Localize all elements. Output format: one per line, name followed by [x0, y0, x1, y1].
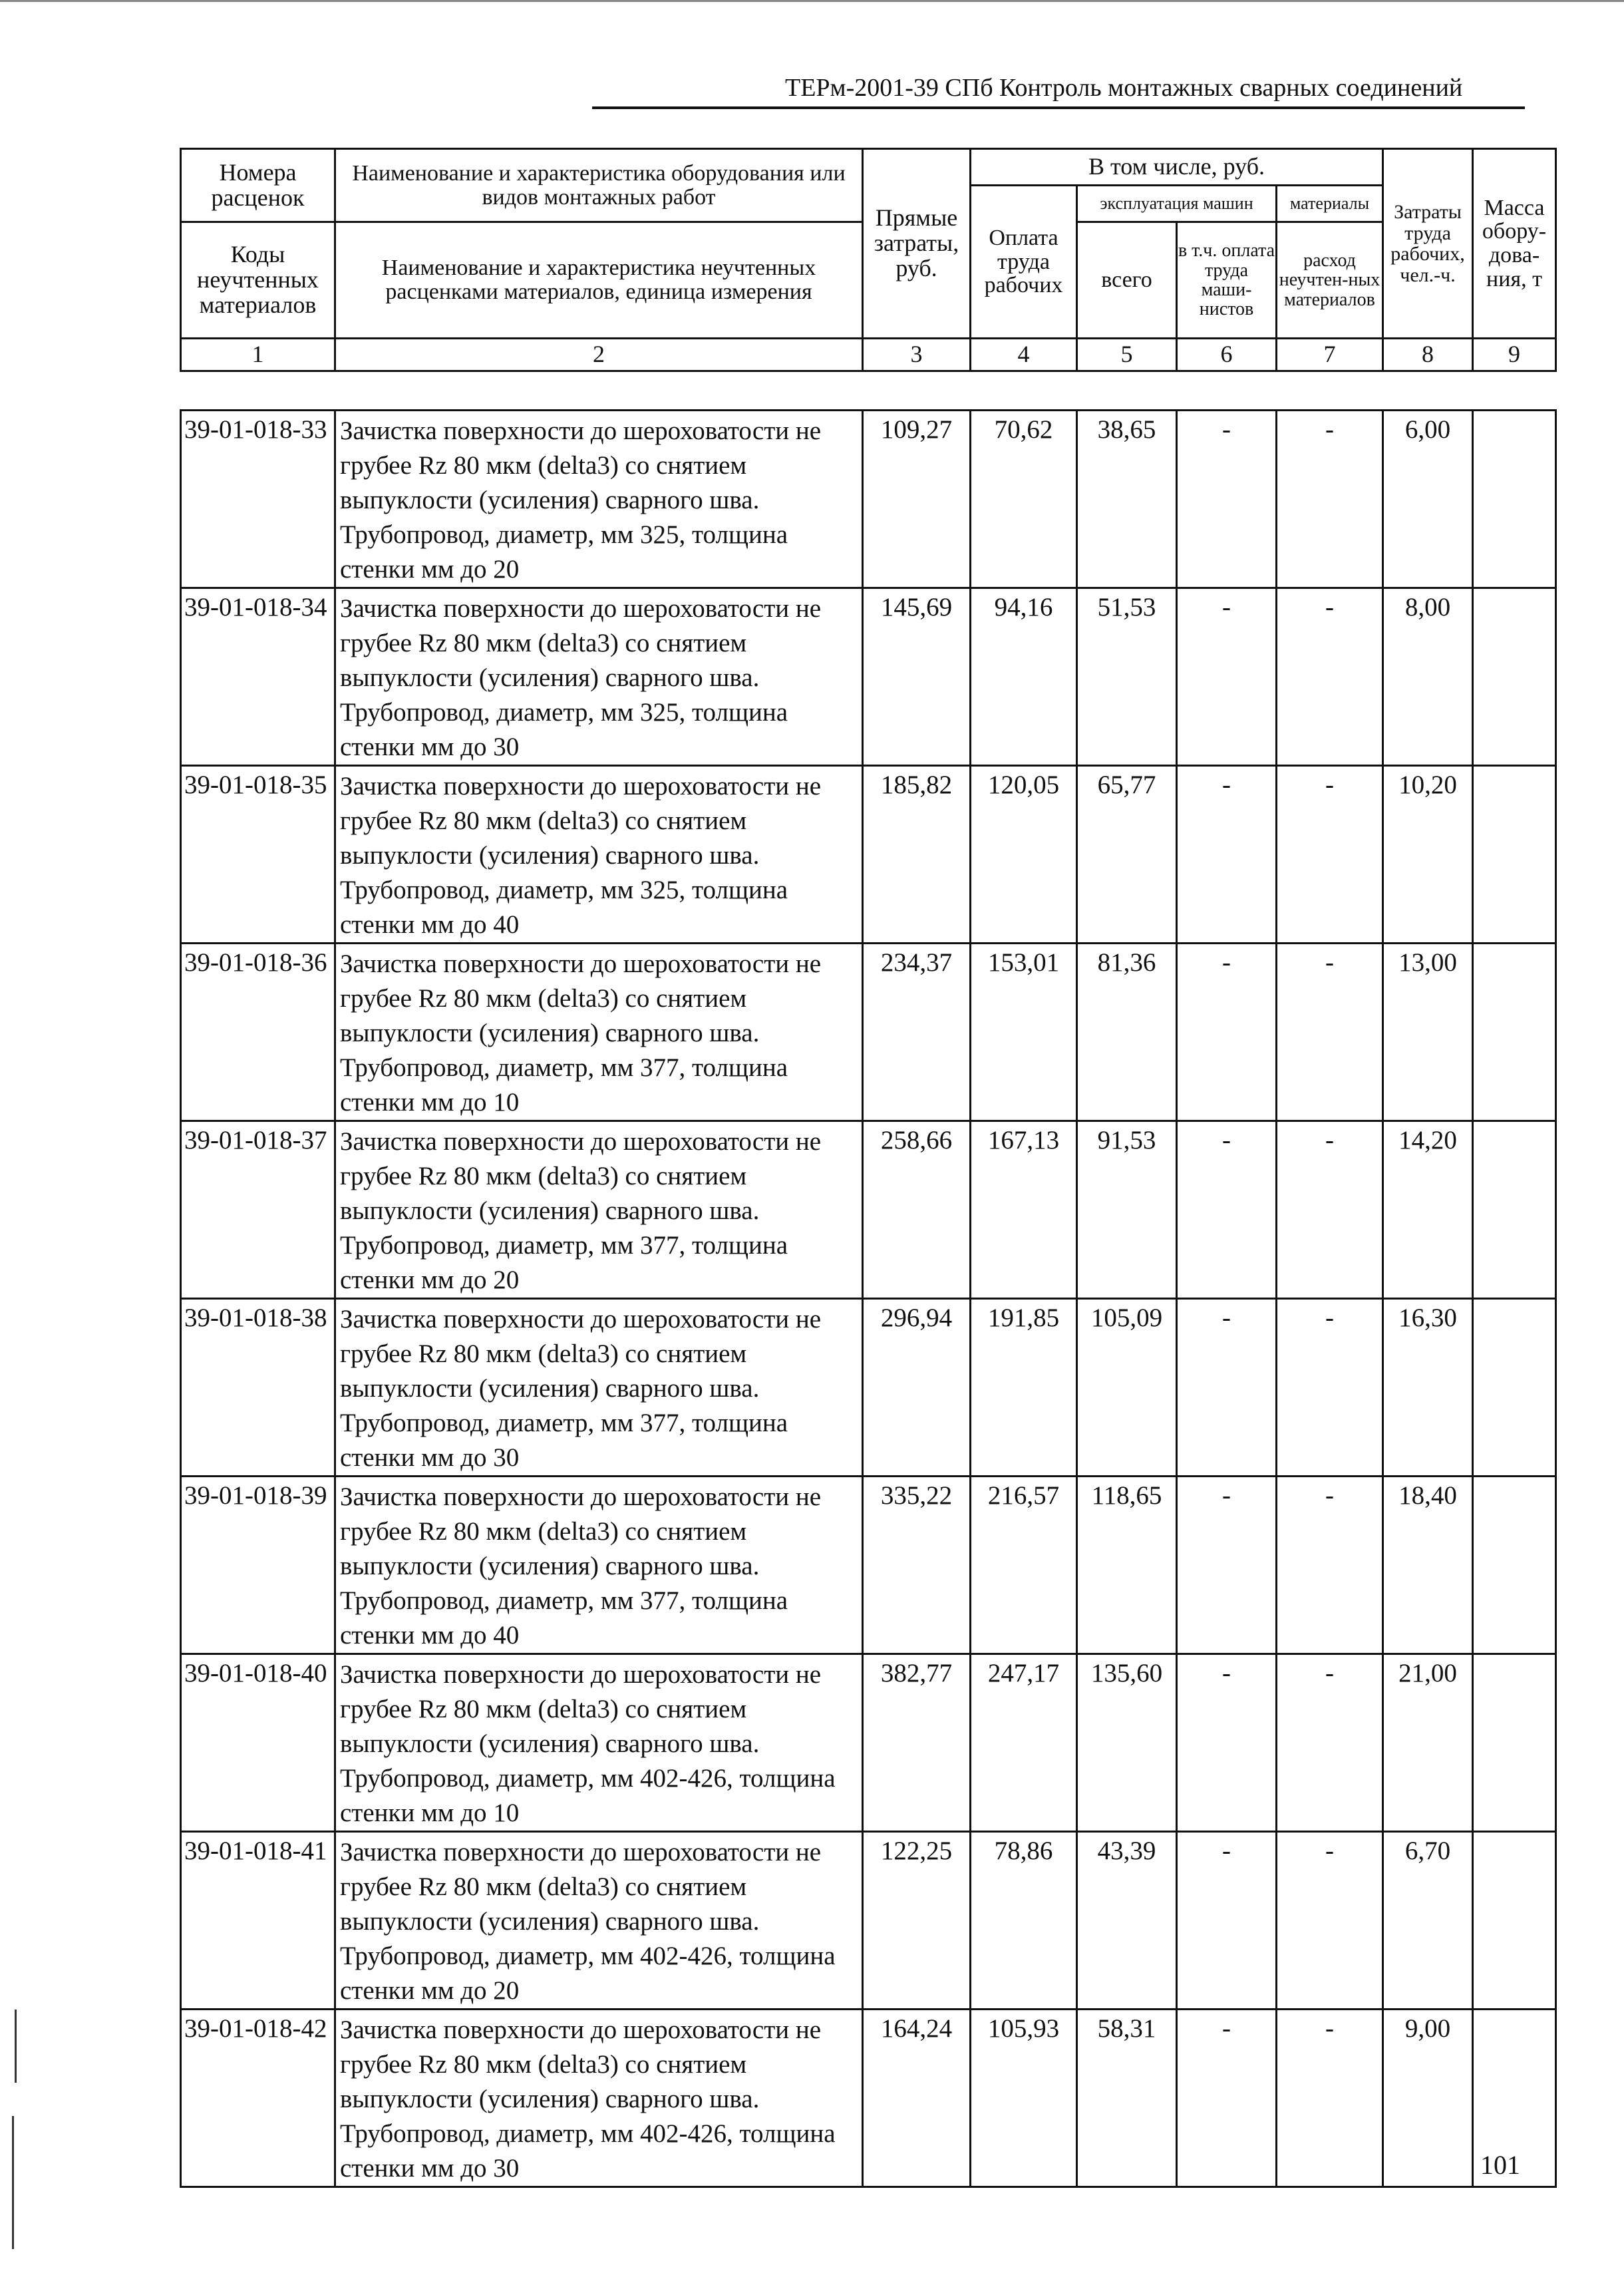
table-header [180, 148, 1557, 372]
table-row [181, 1477, 1556, 1654]
column-number-7: 7 [1277, 339, 1383, 371]
header-labor-hours: Затраты труда рабочих, чел.-ч. [1383, 149, 1473, 339]
direct-costs-cell: 185,82 [863, 766, 971, 944]
column-number-3: 3 [863, 339, 971, 371]
equipment-mass-cell [1473, 588, 1556, 766]
title-divider [592, 106, 1525, 109]
rate-code: 39-01-018-35 [181, 766, 335, 944]
table-row [181, 1832, 1556, 2010]
direct-costs-cell: 296,94 [863, 1299, 971, 1477]
rate-code: 39-01-018-37 [181, 1121, 335, 1299]
materials-cell: - [1277, 1121, 1383, 1299]
labor-pay-cell: 78,86 [971, 1832, 1077, 2010]
machinist-pay-cell: - [1177, 944, 1277, 1121]
rate-code: 39-01-018-39 [181, 1477, 335, 1654]
column-number-4: 4 [971, 339, 1077, 371]
header-direct-costs: Прямые затраты, руб. [863, 149, 971, 339]
equipment-mass-cell [1473, 944, 1556, 1121]
direct-costs-cell: 164,24 [863, 2010, 971, 2187]
labor-hours-cell: 9,00 [1383, 2010, 1473, 2187]
labor-pay-cell: 167,13 [971, 1121, 1077, 1299]
scan-artifact [0, 0, 1624, 2]
machinist-pay-cell: - [1177, 1121, 1277, 1299]
table-row [181, 944, 1556, 1121]
column-number-5: 5 [1077, 339, 1177, 371]
labor-hours-cell: 21,00 [1383, 1654, 1473, 1832]
rate-code: 39-01-018-42 [181, 2010, 335, 2187]
direct-costs-cell: 335,22 [863, 1477, 971, 1654]
direct-costs-cell: 109,27 [863, 411, 971, 588]
table-row [181, 1299, 1556, 1477]
table-row [181, 588, 1556, 766]
rate-description: Зачистка поверхности до шероховатости не грубее Rz 80 мкм (delta3) со снятием выпуклости (усиления) сварного шва. Трубопровод, диаметр, мм 402-426, толщина стенки мм до 30 [335, 2010, 863, 2187]
machines-total-cell: 58,31 [1077, 2010, 1177, 2187]
rate-description: Зачистка поверхности до шероховатости не грубее Rz 80 мкм (delta3) со снятием выпуклости (усиления) сварного шва. Трубопровод, диаметр, мм 325, толщина стенки мм до 30 [335, 588, 863, 766]
page-number: 101 [1480, 2150, 1520, 2180]
direct-costs-cell: 258,66 [863, 1121, 971, 1299]
rate-description: Зачистка поверхности до шероховатости не грубее Rz 80 мкм (delta3) со снятием выпуклости (усиления) сварного шва. Трубопровод, диаметр, мм 325, толщина стенки мм до 20 [335, 411, 863, 588]
labor-pay-cell: 247,17 [971, 1654, 1077, 1832]
materials-cell: - [1277, 588, 1383, 766]
machines-total-cell: 43,39 [1077, 1832, 1177, 2010]
labor-hours-cell: 18,40 [1383, 1477, 1473, 1654]
rate-code: 39-01-018-38 [181, 1299, 335, 1477]
materials-cell: - [1277, 1654, 1383, 1832]
scan-artifact [15, 2010, 17, 2083]
rate-code: 39-01-018-40 [181, 1654, 335, 1832]
equipment-mass-cell [1473, 766, 1556, 944]
rate-description: Зачистка поверхности до шероховатости не грубее Rz 80 мкм (delta3) со снятием выпуклости (усиления) сварного шва. Трубопровод, диаметр, мм 402-426, толщина стенки мм до 10 [335, 1654, 863, 1832]
machines-total-cell: 105,09 [1077, 1299, 1177, 1477]
direct-costs-cell: 234,37 [863, 944, 971, 1121]
rate-code: 39-01-018-41 [181, 1832, 335, 2010]
machinist-pay-cell: - [1177, 1654, 1277, 1832]
labor-hours-cell: 16,30 [1383, 1299, 1473, 1477]
machines-total-cell: 91,53 [1077, 1121, 1177, 1299]
header-including: В том числе, руб. [971, 149, 1383, 186]
header-machines-total: всего [1077, 222, 1177, 339]
table-row [181, 411, 1556, 588]
machines-total-cell: 81,36 [1077, 944, 1177, 1121]
machines-total-cell: 65,77 [1077, 766, 1177, 944]
direct-costs-cell: 382,77 [863, 1654, 971, 1832]
equipment-mass-cell [1473, 1477, 1556, 1654]
machines-total-cell: 118,65 [1077, 1477, 1177, 1654]
header-machine-operation: эксплуатация машин [1077, 186, 1277, 222]
machinist-pay-cell: - [1177, 2010, 1277, 2187]
machinist-pay-cell: - [1177, 1299, 1277, 1477]
machines-total-cell: 38,65 [1077, 411, 1177, 588]
table-row [181, 1121, 1556, 1299]
header-materials-consumption: расход неучтен-ных материалов [1277, 222, 1383, 339]
equipment-mass-cell [1473, 411, 1556, 588]
labor-pay-cell: 191,85 [971, 1299, 1077, 1477]
column-number-8: 8 [1383, 339, 1473, 371]
materials-cell: - [1277, 1832, 1383, 2010]
labor-pay-cell: 120,05 [971, 766, 1077, 944]
table-row [181, 2010, 1556, 2187]
labor-pay-cell: 216,57 [971, 1477, 1077, 1654]
header-rate-numbers: Номера расценок [181, 149, 335, 222]
direct-costs-cell: 122,25 [863, 1832, 971, 2010]
materials-cell: - [1277, 2010, 1383, 2187]
header-materials: материалы [1277, 186, 1383, 222]
machinist-pay-cell: - [1177, 1832, 1277, 2010]
equipment-mass-cell [1473, 1121, 1556, 1299]
table-row [181, 766, 1556, 944]
column-number-2: 2 [335, 339, 863, 371]
table-row [181, 1654, 1556, 1832]
header-work-name: Наименование и характеристика оборудования или видов монтажных работ [335, 149, 863, 222]
rate-description: Зачистка поверхности до шероховатости не грубее Rz 80 мкм (delta3) со снятием выпуклости (усиления) сварного шва. Трубопровод, диаметр, мм 325, толщина стенки мм до 40 [335, 766, 863, 944]
labor-hours-cell: 13,00 [1383, 944, 1473, 1121]
equipment-mass-cell [1473, 1299, 1556, 1477]
header-machinist-pay: в т.ч. оплата труда маши-нистов [1177, 222, 1277, 339]
header-labor-pay: Оплата труда рабочих [971, 186, 1077, 339]
machines-total-cell: 135,60 [1077, 1654, 1177, 1832]
rate-description: Зачистка поверхности до шероховатости не грубее Rz 80 мкм (delta3) со снятием выпуклости (усиления) сварного шва. Трубопровод, диаметр, мм 377, толщина стенки мм до 30 [335, 1299, 863, 1477]
materials-cell: - [1277, 411, 1383, 588]
machines-total-cell: 51,53 [1077, 588, 1177, 766]
column-number-1: 1 [181, 339, 335, 371]
machinist-pay-cell: - [1177, 588, 1277, 766]
materials-cell: - [1277, 766, 1383, 944]
machinist-pay-cell: - [1177, 1477, 1277, 1654]
machinist-pay-cell: - [1177, 766, 1277, 944]
rate-code: 39-01-018-36 [181, 944, 335, 1121]
labor-pay-cell: 153,01 [971, 944, 1077, 1121]
labor-hours-cell: 8,00 [1383, 588, 1473, 766]
column-number-9: 9 [1473, 339, 1556, 371]
labor-hours-cell: 6,00 [1383, 411, 1473, 588]
rate-description: Зачистка поверхности до шероховатости не грубее Rz 80 мкм (delta3) со снятием выпуклости (усиления) сварного шва. Трубопровод, диаметр, мм 377, толщина стенки мм до 20 [335, 1121, 863, 1299]
materials-cell: - [1277, 1299, 1383, 1477]
scan-artifact [12, 2116, 14, 2249]
header-equipment-mass: Масса обору-дова-ния, т [1473, 149, 1556, 339]
machinist-pay-cell: - [1177, 411, 1277, 588]
rate-code: 39-01-018-33 [181, 411, 335, 588]
labor-pay-cell: 70,62 [971, 411, 1077, 588]
rate-description: Зачистка поверхности до шероховатости не грубее Rz 80 мкм (delta3) со снятием выпуклости (усиления) сварного шва. Трубопровод, диаметр, мм 377, толщина стенки мм до 40 [335, 1477, 863, 1654]
page-title: ТЕРм-2001-39 СПб Контроль монтажных сварных соединений [785, 74, 1463, 102]
materials-cell: - [1277, 944, 1383, 1121]
header-unaccounted-codes: Коды неучтенных материалов [181, 222, 335, 339]
rate-description: Зачистка поверхности до шероховатости не грубее Rz 80 мкм (delta3) со снятием выпуклости (усиления) сварного шва. Трубопровод, диаметр, мм 402-426, толщина стенки мм до 20 [335, 1832, 863, 2010]
equipment-mass-cell [1473, 1832, 1556, 2010]
direct-costs-cell: 145,69 [863, 588, 971, 766]
labor-hours-cell: 14,20 [1383, 1121, 1473, 1299]
labor-hours-cell: 6,70 [1383, 1832, 1473, 2010]
rates-table [180, 409, 1557, 2188]
rate-code: 39-01-018-34 [181, 588, 335, 766]
rate-description: Зачистка поверхности до шероховатости не грубее Rz 80 мкм (delta3) со снятием выпуклости (усиления) сварного шва. Трубопровод, диаметр, мм 377, толщина стенки мм до 10 [335, 944, 863, 1121]
header-unaccounted-materials: Наименование и характеристика неучтенных расценками материалов, единица измерения [335, 222, 863, 339]
labor-hours-cell: 10,20 [1383, 766, 1473, 944]
labor-pay-cell: 105,93 [971, 2010, 1077, 2187]
column-number-6: 6 [1177, 339, 1277, 371]
labor-pay-cell: 94,16 [971, 588, 1077, 766]
equipment-mass-cell [1473, 1654, 1556, 1832]
materials-cell: - [1277, 1477, 1383, 1654]
